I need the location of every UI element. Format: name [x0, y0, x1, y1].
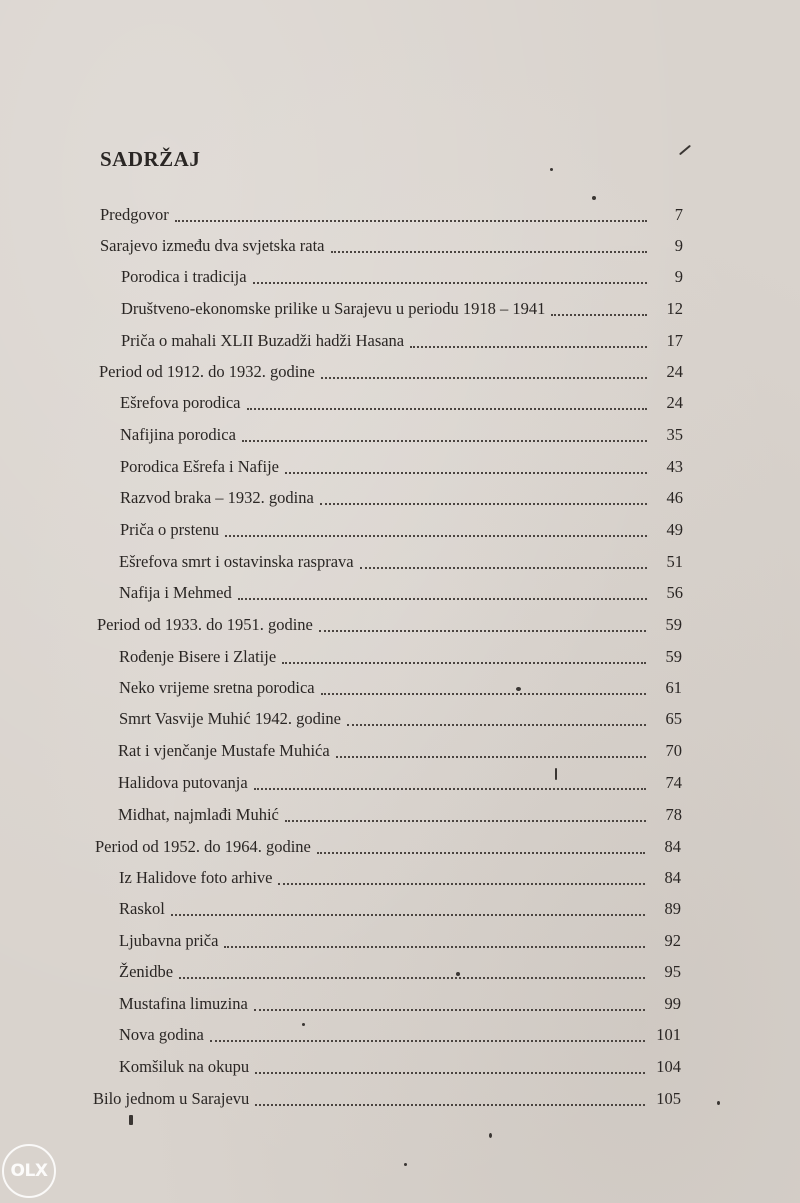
toc-entry-label: Predgovor: [100, 205, 169, 224]
dot-leader: [321, 375, 647, 379]
toc-entry-page: 9: [674, 236, 683, 255]
toc-entry-label: Nafijina porodica: [120, 425, 236, 444]
dot-leader: [331, 249, 648, 253]
toc-entry-label: Razvod braka – 1932. godina: [120, 488, 314, 507]
toc-entry: [119, 645, 682, 669]
toc-entry-page: 59: [665, 647, 682, 666]
dot-leader: [360, 565, 647, 569]
dot-leader: [254, 1007, 645, 1011]
dot-leader: [253, 280, 647, 284]
dot-leader: [255, 1070, 645, 1074]
toc-entry: [121, 297, 683, 321]
toc-entry-page: 43: [666, 457, 683, 476]
toc-entry: [120, 518, 683, 542]
toc-entry-label: Priča o prstenu: [120, 520, 219, 539]
toc-entry-label: Midhat, najmlađi Muhić: [118, 805, 279, 824]
paper-speck: [550, 168, 553, 171]
toc-entry-page: 99: [664, 994, 681, 1013]
toc-entry-page: 89: [664, 899, 681, 918]
dot-leader: [285, 470, 647, 474]
toc-entry-page: 35: [666, 425, 683, 444]
dot-leader: [319, 628, 646, 632]
toc-entry-label: Neko vrijeme sretna porodica: [119, 678, 315, 697]
toc-entry: [120, 455, 683, 479]
toc-entry: [119, 707, 682, 731]
toc-entry-page: 59: [665, 615, 682, 634]
toc-entry-page: 9: [674, 267, 683, 286]
toc-entry-label: Nafija i Mehmed: [119, 583, 232, 602]
dot-leader: [317, 850, 645, 854]
toc-entry: [121, 265, 683, 289]
toc-entry-page: 104: [656, 1057, 681, 1076]
toc-entry-page: 105: [656, 1089, 681, 1108]
olx-watermark-logo: [2, 1144, 56, 1198]
toc-entry: [119, 581, 683, 605]
toc-entry: [118, 771, 682, 795]
toc-entry: [119, 676, 682, 700]
toc-entry: [119, 929, 681, 953]
dot-leader: [336, 754, 646, 758]
paper-speck: [456, 972, 460, 976]
toc-entry: [119, 992, 681, 1016]
paper-speck: [404, 1163, 407, 1166]
watermark-text: OLX: [10, 1161, 48, 1181]
toc-entry-label: Sarajevo između dva svjetska rata: [100, 236, 325, 255]
toc-entry-label: Mustafina limuzina: [119, 994, 248, 1013]
paper-speck: [679, 145, 691, 156]
toc-entry: [119, 1055, 681, 1079]
dot-leader: [210, 1038, 645, 1042]
toc-entry-page: 61: [665, 678, 682, 697]
dot-leader: [282, 660, 646, 664]
toc-entry-label: Porodica Ešrefa i Nafije: [120, 457, 279, 476]
toc-entry-page: 101: [656, 1025, 681, 1044]
toc-entry: [118, 803, 682, 827]
toc-entry: [119, 550, 683, 574]
toc-entry-page: 84: [664, 868, 681, 887]
dot-leader: [347, 722, 646, 726]
toc-entry: [119, 1023, 681, 1047]
dot-leader: [410, 344, 647, 348]
paper-speck: [592, 196, 596, 200]
toc-entry-label: Period od 1952. do 1964. godine: [95, 837, 311, 856]
toc-entry-label: Komšiluk na okupu: [119, 1057, 250, 1076]
dot-leader: [238, 596, 647, 600]
toc-entry-page: 46: [666, 488, 683, 507]
toc-entry-page: 17: [666, 331, 683, 350]
toc-entry: [118, 739, 682, 763]
toc-entry-page: 51: [666, 552, 683, 571]
toc-entry-page: 56: [666, 583, 683, 602]
toc-entry: [93, 1087, 681, 1111]
toc-entry-label: Ženidbe: [119, 962, 174, 981]
toc-entry-page: 49: [666, 520, 683, 539]
toc-entry: [120, 423, 683, 447]
toc-entry: [121, 329, 683, 353]
toc-entry-page: 78: [665, 805, 682, 824]
toc-entry-page: 12: [666, 299, 683, 318]
dot-leader: [320, 501, 647, 505]
toc-entry: [119, 960, 681, 984]
toc-entry-page: 7: [674, 205, 683, 224]
toc-entry-page: 70: [665, 741, 682, 760]
dot-leader: [254, 786, 646, 790]
toc-entry-label: Rat i vjenčanje Mustafe Muhića: [118, 741, 330, 760]
paper-speck: [489, 1133, 492, 1138]
toc-entry: [119, 866, 681, 890]
toc-entry-label: Rođenje Bisere i Zlatije: [119, 647, 277, 666]
toc-entry-label: Raskol: [119, 899, 165, 918]
toc-entry: [119, 897, 681, 921]
toc-entry: [100, 234, 683, 258]
dot-leader: [321, 691, 646, 695]
toc-entry-label: Društveno-ekonomske prilike u Sarajevu u periodu 1918 – 1941: [121, 299, 546, 318]
paper-speck: [555, 768, 557, 780]
dot-leader: [255, 1102, 645, 1106]
toc-entry-label: Nova godina: [119, 1025, 204, 1044]
toc-entry-page: 92: [664, 931, 681, 950]
toc-entry-label: Priča o mahali XLII Buzadži hadži Hasana: [121, 331, 405, 350]
toc-entry-label: Bilo jednom u Sarajevu: [93, 1089, 250, 1108]
toc-entry-page: 74: [665, 773, 682, 792]
toc-entry-label: Ešrefova smrt i ostavinska rasprava: [119, 552, 354, 571]
dot-leader: [278, 881, 645, 885]
page-title: SADRŽAJ: [100, 147, 201, 171]
paper-speck: [129, 1115, 133, 1125]
toc-entry: [100, 203, 683, 227]
dot-leader: [179, 975, 645, 979]
toc-entry: [99, 360, 683, 384]
toc-entry-label: Halidova putovanja: [118, 773, 248, 792]
paper-speck: [717, 1101, 720, 1105]
toc-entry-label: Iz Halidove foto arhive: [119, 868, 273, 887]
toc-entry: [95, 835, 681, 859]
dot-leader: [242, 438, 647, 442]
toc-entry-label: Ešrefova porodica: [120, 393, 241, 412]
toc-entry-label: Period od 1933. do 1951. godine: [97, 615, 313, 634]
dot-leader: [175, 218, 647, 222]
dot-leader: [247, 406, 648, 410]
dot-leader: [171, 912, 645, 916]
paper-speck: [516, 687, 521, 691]
toc-entry-label: Ljubavna priča: [119, 931, 219, 950]
toc-entry-label: Porodica i tradicija: [121, 267, 247, 286]
toc-entry: [120, 391, 683, 415]
dot-leader: [551, 312, 647, 316]
toc-entry-page: 84: [664, 837, 681, 856]
toc-entry-page: 24: [666, 362, 683, 381]
toc-entry-label: Period od 1912. do 1932. godine: [99, 362, 315, 381]
toc-entry: [97, 613, 682, 637]
toc-entry: [120, 486, 683, 510]
dot-leader: [285, 818, 646, 822]
dot-leader: [225, 533, 647, 537]
dot-leader: [224, 944, 645, 948]
toc-entry-page: 24: [666, 393, 683, 412]
toc-entry-label: Smrt Vasvije Muhić 1942. godine: [119, 709, 341, 728]
toc-entry-page: 65: [665, 709, 682, 728]
toc-entry-page: 95: [664, 962, 681, 981]
paper-speck: [302, 1023, 305, 1026]
